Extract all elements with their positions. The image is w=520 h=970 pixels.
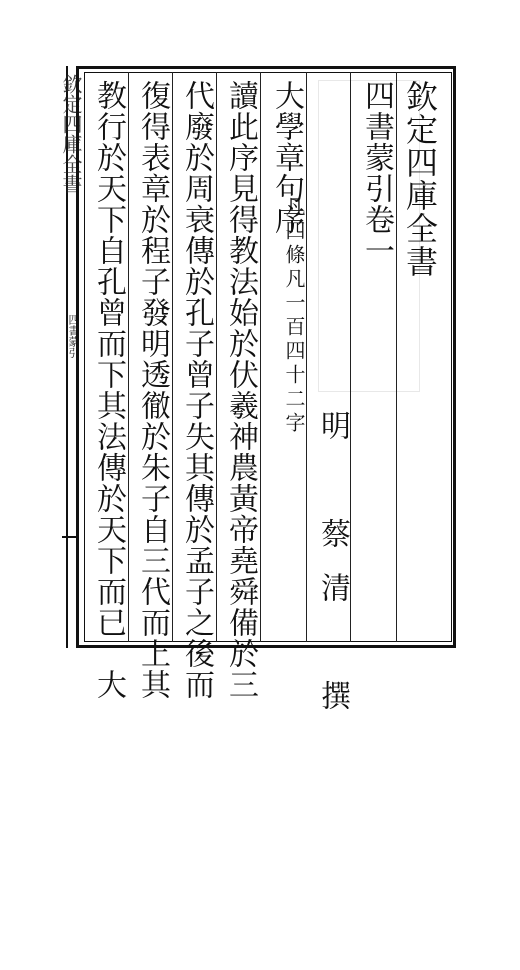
collection-title: 欽定四庫全書 <box>401 80 439 278</box>
author-line: 明 蔡清 撰 <box>315 410 350 734</box>
column-rule <box>128 72 129 642</box>
column-rule <box>216 72 217 642</box>
column-rule <box>172 72 173 642</box>
column-rule <box>396 72 397 642</box>
volume-title: 四書蒙引卷一 <box>359 80 394 266</box>
column-rule <box>260 72 261 642</box>
text-column: 教行於天下自孔曾而下其法傳於天下而已 大 <box>91 80 126 700</box>
chapter-heading: 大學章句序 <box>269 80 304 235</box>
text-column: 復得表章於程子發明透徹於朱子自三代而上其 <box>135 80 170 700</box>
previous-leaf-margin-title: 四書蒙引 <box>67 314 80 358</box>
previous-leaf-header: 欽定四庫全書 <box>59 74 83 194</box>
text-column: 代廢於周衰傳於孔子曾子失其傳於孟子之後而 <box>179 80 214 700</box>
previous-leaf-folio-mark <box>62 536 76 538</box>
text-column: 讀此序見得教法始於伏羲神農黃帝堯舜備於三 <box>223 80 258 700</box>
chapter-note: 凡四條凡一百四十二字 <box>282 196 306 436</box>
